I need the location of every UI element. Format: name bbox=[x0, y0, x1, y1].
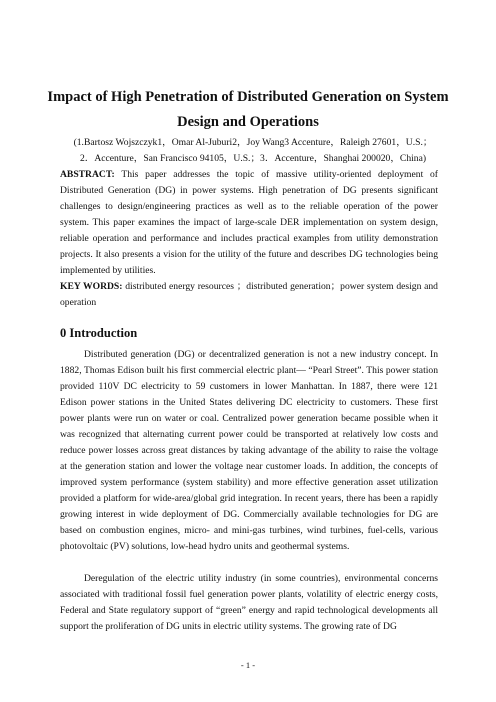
paper-title-line-2: Design and Operations bbox=[177, 114, 319, 130]
keywords bbox=[60, 279, 438, 311]
paper-title-line-1: Impact of High Penetration of Distributed Generation on System bbox=[47, 89, 449, 105]
abstract-text: This paper addresses the topic of massive utility-oriented deployment of Distributed Generation (DG) in power systems. High penetration of DG presents significant challenges to design/engineering practices as well as to the reliable operation of the power system. This paper examines the impact of large-scale DER implementation on system design, reliable operation and performance and includes practical examples from utility demonstration projects. It also presents a vision for the utility of the future and describes DG technologies being implemented by utilities. bbox=[60, 169, 438, 276]
page-number: - 1 - bbox=[240, 660, 256, 670]
keywords-label: KEY WORDS: bbox=[60, 281, 123, 292]
abstract-label: ABSTRACT: bbox=[60, 169, 115, 180]
section-heading-introduction: 0 Introduction bbox=[60, 326, 138, 340]
body-paragraph-2: Deregulation of the electric utility industry (in some countries), environmental concerns associated with traditional fossil fuel generation power plants, volatility of electric energy costs, Federal and State regulatory support of “green” energy and rapid technological developments all support the proliferation of DG units in electric utility systems. The growing rate of DG bbox=[60, 573, 438, 632]
keywords-text: distributed energy resources ；distributed generation；power system design and operation bbox=[60, 281, 438, 308]
author-affiliations-line-2: 2．Accenture，San Francisco 94105，U.S.；3．Accenture，Shanghai 200020，China) bbox=[79, 153, 427, 164]
author-affiliations-line-1: (1.Bartosz Wojszczyk1，Omar Al-Juburi2，Joy Wang3 Accenture，Raleigh 27601，U.S.； bbox=[73, 137, 433, 148]
abstract bbox=[60, 167, 438, 279]
body-paragraph-1: Distributed generation (DG) or decentralized generation is not a new industry concept. In 1882, Thomas Edison built his first commercial electric plant— “Pearl Street”. This power station provided 110V DC electricity to 59 customers in lower Manhattan. In 1887, there were 121 Edison power stations in the United States delivering DC electricity to customers. These first power plants were run on water or coal. Centralized power generation became possible when it was recognized that alternating current power could be transported at relatively low costs and reduce power losses across great distances by taking advantage of the ability to raise the voltage at the generation station and lower the voltage near customer loads. In addition, the concepts of improved system performance (system stability) and more effective generation asset utilization provided a platform for wide-area/global grid integration. In recent years, there has been a rapidly growing interest in wide deployment of DG. Commercially available technologies for DG are based on combustion engines, micro- and mini-gas turbines, wind turbines, fuel-cells, various photovoltaic (PV) solutions, low-head hydro units and geothermal systems. bbox=[60, 349, 438, 552]
